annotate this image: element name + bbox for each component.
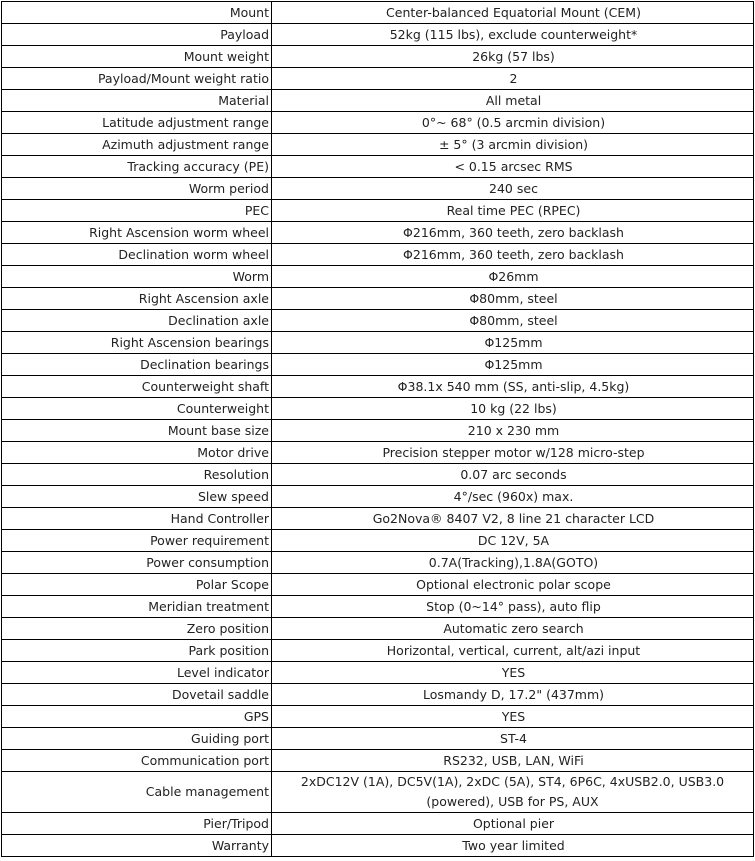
- spec-row: [2, 90, 754, 112]
- specifications-table: [1, 1, 754, 857]
- spec-label: Pier/Tripod: [2, 813, 272, 835]
- spec-value: 210 x 230 mm: [272, 420, 754, 442]
- spec-value: 0.7A(Tracking),1.8A(GOTO): [272, 552, 754, 574]
- spec-row: [2, 288, 754, 310]
- spec-label: Latitude adjustment range: [2, 112, 272, 134]
- spec-row: [2, 684, 754, 706]
- spec-value: Real time PEC (RPEC): [272, 200, 754, 222]
- spec-label: Payload: [2, 24, 272, 46]
- spec-value: Optional pier: [272, 813, 754, 835]
- spec-label: Right Ascension bearings: [2, 332, 272, 354]
- spec-row: [2, 640, 754, 662]
- spec-value: 2: [272, 68, 754, 90]
- spec-row: [2, 750, 754, 772]
- spec-row: [2, 200, 754, 222]
- spec-label: Worm: [2, 266, 272, 288]
- spec-value: All metal: [272, 90, 754, 112]
- spec-label: Declination worm wheel: [2, 244, 272, 266]
- spec-value: Precision stepper motor w/128 micro-step: [272, 442, 754, 464]
- spec-row: [2, 530, 754, 552]
- spec-value: YES: [272, 706, 754, 728]
- spec-row: [2, 332, 754, 354]
- spec-label: Material: [2, 90, 272, 112]
- spec-row: [2, 134, 754, 156]
- spec-row: [2, 310, 754, 332]
- spec-row: [2, 46, 754, 68]
- spec-row: [2, 24, 754, 46]
- spec-value: Φ216mm, 360 teeth, zero backlash: [272, 244, 754, 266]
- spec-row: [2, 156, 754, 178]
- spec-row: [2, 508, 754, 530]
- spec-value: Φ26mm: [272, 266, 754, 288]
- spec-value: Automatic zero search: [272, 618, 754, 640]
- spec-row: [2, 266, 754, 288]
- spec-label: GPS: [2, 706, 272, 728]
- spec-row: [2, 442, 754, 464]
- spec-value: < 0.15 arcsec RMS: [272, 156, 754, 178]
- spec-row: [2, 618, 754, 640]
- spec-row: [2, 486, 754, 508]
- spec-value: Φ125mm: [272, 354, 754, 376]
- spec-value: YES: [272, 662, 754, 684]
- spec-label: Park position: [2, 640, 272, 662]
- spec-label: Resolution: [2, 464, 272, 486]
- spec-label: Motor drive: [2, 442, 272, 464]
- spec-label: PEC: [2, 200, 272, 222]
- spec-label: Dovetail saddle: [2, 684, 272, 706]
- spec-label: Cable management: [2, 772, 272, 813]
- spec-value: 10 kg (22 lbs): [272, 398, 754, 420]
- spec-label: Declination axle: [2, 310, 272, 332]
- spec-row: [2, 112, 754, 134]
- spec-label: Counterweight: [2, 398, 272, 420]
- spec-label: Power requirement: [2, 530, 272, 552]
- spec-label: Slew speed: [2, 486, 272, 508]
- spec-value: 240 sec: [272, 178, 754, 200]
- spec-value: Optional electronic polar scope: [272, 574, 754, 596]
- spec-value: 0°~ 68° (0.5 arcmin division): [272, 112, 754, 134]
- spec-value: ST-4: [272, 728, 754, 750]
- spec-row: [2, 68, 754, 90]
- spec-value: 0.07 arc seconds: [272, 464, 754, 486]
- spec-value: Losmandy D, 17.2" (437mm): [272, 684, 754, 706]
- spec-value: 52kg (115 lbs), exclude counterweight*: [272, 24, 754, 46]
- spec-label: Polar Scope: [2, 574, 272, 596]
- spec-value: Two year limited: [272, 835, 754, 857]
- spec-row: [2, 178, 754, 200]
- spec-value: Φ216mm, 360 teeth, zero backlash: [272, 222, 754, 244]
- spec-label: Azimuth adjustment range: [2, 134, 272, 156]
- spec-label: Guiding port: [2, 728, 272, 750]
- spec-value: Φ125mm: [272, 332, 754, 354]
- spec-row: [2, 706, 754, 728]
- spec-label: Payload/Mount weight ratio: [2, 68, 272, 90]
- spec-label: Right Ascension axle: [2, 288, 272, 310]
- spec-label: Level indicator: [2, 662, 272, 684]
- spec-value: Horizontal, vertical, current, alt/azi input: [272, 640, 754, 662]
- spec-label: Mount weight: [2, 46, 272, 68]
- spec-label: Right Ascension worm wheel: [2, 222, 272, 244]
- spec-value: Φ38.1x 540 mm (SS, anti-slip, 4.5kg): [272, 376, 754, 398]
- spec-label: Meridian treatment: [2, 596, 272, 618]
- spec-row: [2, 376, 754, 398]
- spec-row: [2, 420, 754, 442]
- spec-row: [2, 354, 754, 376]
- spec-value: Go2Nova® 8407 V2, 8 line 21 character LCD: [272, 508, 754, 530]
- spec-row: [2, 835, 754, 857]
- spec-label: Mount base size: [2, 420, 272, 442]
- spec-row: [2, 813, 754, 835]
- spec-value: 4°/sec (960x) max.: [272, 486, 754, 508]
- spec-row: [2, 596, 754, 618]
- spec-row: [2, 662, 754, 684]
- spec-value: Φ80mm, steel: [272, 310, 754, 332]
- spec-value: ± 5° (3 arcmin division): [272, 134, 754, 156]
- specifications-table-body: [2, 2, 754, 857]
- spec-label: Zero position: [2, 618, 272, 640]
- spec-row: [2, 464, 754, 486]
- spec-row: [2, 574, 754, 596]
- spec-label: Counterweight shaft: [2, 376, 272, 398]
- spec-row: [2, 2, 754, 24]
- spec-label: Hand Controller: [2, 508, 272, 530]
- spec-label: Warranty: [2, 835, 272, 857]
- spec-label: Worm period: [2, 178, 272, 200]
- spec-value: RS232, USB, LAN, WiFi: [272, 750, 754, 772]
- spec-value: Center-balanced Equatorial Mount (CEM): [272, 2, 754, 24]
- spec-value: Φ80mm, steel: [272, 288, 754, 310]
- spec-value: 2xDC12V (1A), DC5V(1A), 2xDC (5A), ST4, 6P6C, 4xUSB2.0, USB3.0 (powered), USB for PS, AUX: [272, 772, 754, 813]
- spec-row: [2, 222, 754, 244]
- spec-value: 26kg (57 lbs): [272, 46, 754, 68]
- spec-row: [2, 552, 754, 574]
- spec-row: [2, 244, 754, 266]
- spec-label: Declination bearings: [2, 354, 272, 376]
- spec-row: [2, 398, 754, 420]
- spec-value: DC 12V, 5A: [272, 530, 754, 552]
- spec-row: [2, 772, 754, 813]
- spec-label: Communication port: [2, 750, 272, 772]
- spec-label: Mount: [2, 2, 272, 24]
- spec-row: [2, 728, 754, 750]
- spec-label: Power consumption: [2, 552, 272, 574]
- spec-value: Stop (0~14° pass), auto flip: [272, 596, 754, 618]
- spec-label: Tracking accuracy (PE): [2, 156, 272, 178]
